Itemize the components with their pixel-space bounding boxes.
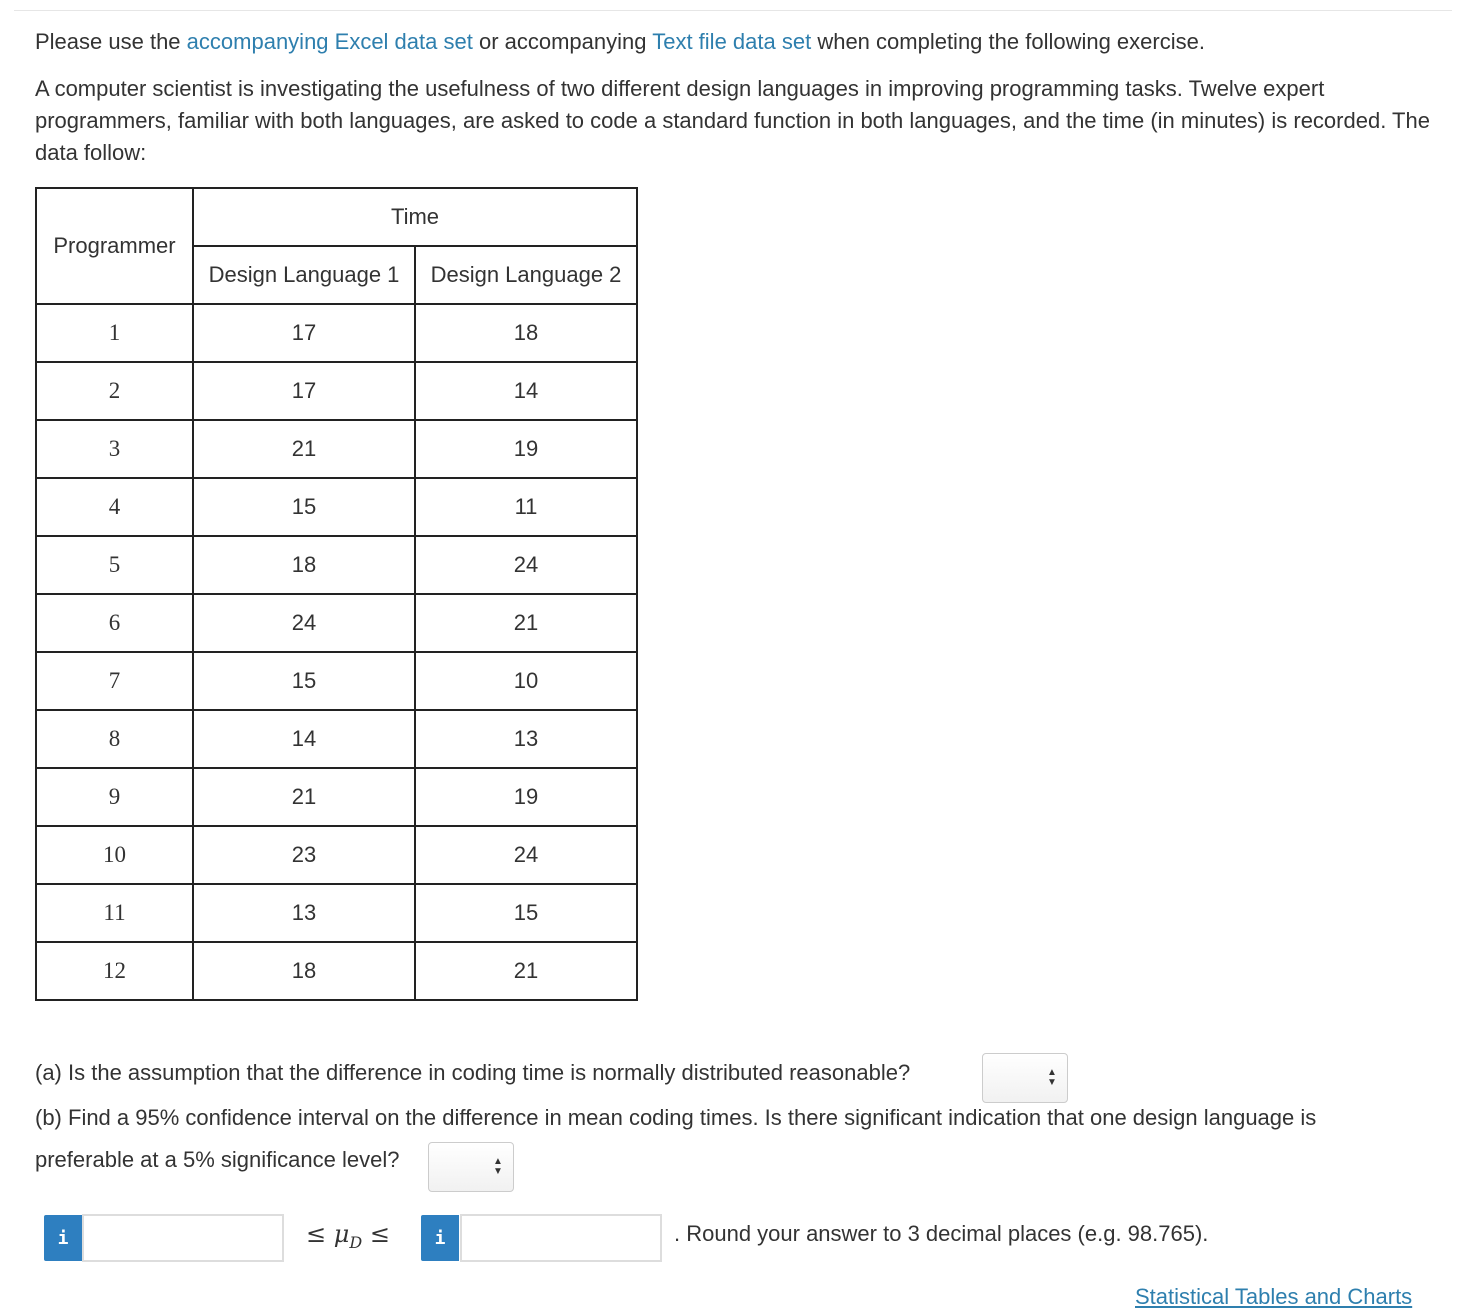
programmer-cell: 3 bbox=[36, 420, 193, 478]
design-language-2-cell: 19 bbox=[415, 768, 637, 826]
design-language-2-cell: 19 bbox=[415, 420, 637, 478]
text-file-data-link[interactable]: Text file data set bbox=[652, 29, 812, 54]
programmer-cell: 8 bbox=[36, 710, 193, 768]
table-row bbox=[36, 884, 637, 942]
programmer-cell: 7 bbox=[36, 652, 193, 710]
design-language-1-cell: 18 bbox=[193, 536, 415, 594]
design-language-1-cell: 21 bbox=[193, 768, 415, 826]
significance-select[interactable] bbox=[428, 1142, 514, 1192]
programmer-cell: 6 bbox=[36, 594, 193, 652]
design-language-2-cell: 11 bbox=[415, 478, 637, 536]
intro-paragraph: Please use the accompanying Excel data set or accompanying Text file data set when completing the following exercise. bbox=[35, 29, 1205, 54]
design-language-2-cell: 24 bbox=[415, 536, 637, 594]
table-row bbox=[36, 710, 637, 768]
table-row bbox=[36, 420, 637, 478]
programmer-cell: 4 bbox=[36, 478, 193, 536]
upper-bound-input[interactable] bbox=[460, 1214, 662, 1262]
design-language-2-cell: 15 bbox=[415, 884, 637, 942]
rounding-instruction: . Round your answer to 3 decimal places (e.g. 98.765). bbox=[674, 1221, 1209, 1246]
design-language-1-cell: 17 bbox=[193, 362, 415, 420]
programmer-cell: 12 bbox=[36, 942, 193, 1000]
table-row bbox=[36, 536, 637, 594]
table-row bbox=[36, 478, 637, 536]
programmer-cell: 10 bbox=[36, 826, 193, 884]
programmer-cell: 5 bbox=[36, 536, 193, 594]
design-language-1-cell: 15 bbox=[193, 652, 415, 710]
table-row bbox=[36, 826, 637, 884]
lower-bound-input[interactable] bbox=[82, 1214, 284, 1262]
question-a: (a) Is the assumption that the difference in coding time is normally distributed reasonable? bbox=[35, 1060, 911, 1085]
design-language-1-cell: 14 bbox=[193, 710, 415, 768]
programmer-cell: 2 bbox=[36, 362, 193, 420]
design-language-2-cell: 14 bbox=[415, 362, 637, 420]
excel-data-link[interactable]: accompanying Excel data set bbox=[186, 29, 473, 54]
problem-text: A computer scientist is investigating the usefulness of two different design languages in improving programming tasks. Twelve expert programmers, familiar with both languages, are asked to code a standard function in both languages, and the time (in minutes) is recorded. The data follow: bbox=[35, 76, 1430, 165]
design-language-1-cell: 18 bbox=[193, 942, 415, 1000]
top-divider bbox=[14, 10, 1452, 11]
info-icon[interactable]: i bbox=[421, 1215, 459, 1261]
design-language-1-cell: 15 bbox=[193, 478, 415, 536]
design-language-1-cell: 21 bbox=[193, 420, 415, 478]
design-language-2-cell: 21 bbox=[415, 594, 637, 652]
programmer-cell: 1 bbox=[36, 304, 193, 362]
programmer-cell: 9 bbox=[36, 768, 193, 826]
design-language-2-cell: 24 bbox=[415, 826, 637, 884]
design-language-2-cell: 21 bbox=[415, 942, 637, 1000]
programmer-cell: 11 bbox=[36, 884, 193, 942]
table-row bbox=[36, 942, 637, 1000]
mu-d-inequality: ≤ $\mu_D$ ≤ bbox=[306, 1220, 390, 1252]
normality-assumption-select[interactable] bbox=[982, 1053, 1068, 1103]
header-design-language-2: Design Language 2 bbox=[415, 246, 637, 304]
table-row bbox=[36, 652, 637, 710]
table-row bbox=[36, 594, 637, 652]
design-language-2-cell: 18 bbox=[415, 304, 637, 362]
data-table bbox=[35, 187, 638, 1001]
design-language-2-cell: 10 bbox=[415, 652, 637, 710]
design-language-1-cell: 23 bbox=[193, 826, 415, 884]
design-language-2-cell: 13 bbox=[415, 710, 637, 768]
statistical-tables-link[interactable]: Statistical Tables and Charts bbox=[1135, 1284, 1413, 1309]
design-language-1-cell: 24 bbox=[193, 594, 415, 652]
header-time: Time bbox=[193, 188, 637, 246]
info-icon[interactable]: i bbox=[44, 1215, 82, 1261]
select-arrows-icon: ▲ ▼ bbox=[493, 1156, 503, 1177]
table-row bbox=[36, 768, 637, 826]
design-language-1-cell: 13 bbox=[193, 884, 415, 942]
select-arrows-icon: ▲ ▼ bbox=[1047, 1067, 1057, 1088]
question-b-line1: (b) Find a 95% confidence interval on the difference in mean coding times. Is there significant indication that one design language is bbox=[35, 1105, 1317, 1130]
header-programmer: Programmer bbox=[36, 188, 193, 304]
table-row bbox=[36, 362, 637, 420]
question-b-line2: preferable at a 5% significance level? bbox=[35, 1147, 400, 1172]
table-row bbox=[36, 304, 637, 362]
design-language-1-cell: 17 bbox=[193, 304, 415, 362]
header-design-language-1: Design Language 1 bbox=[193, 246, 415, 304]
